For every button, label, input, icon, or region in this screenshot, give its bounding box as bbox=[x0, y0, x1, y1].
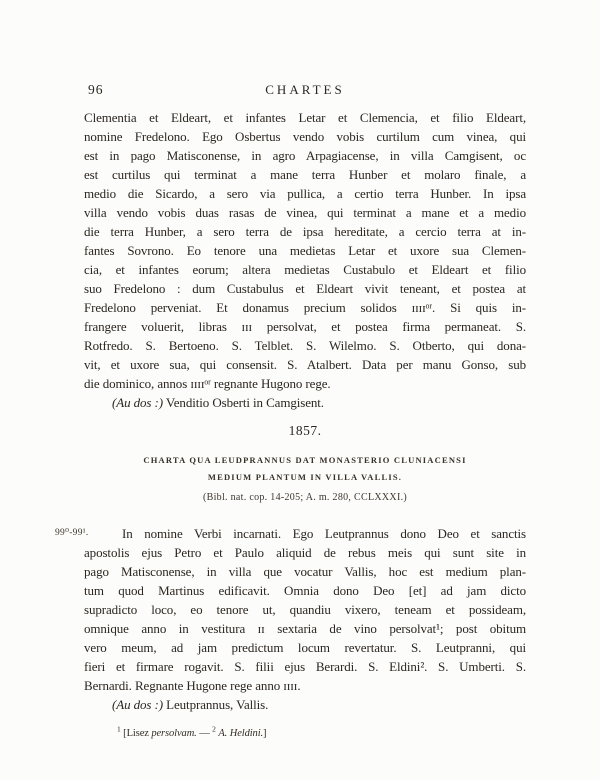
text-line: tum quod Martinus edificavit. Omnia dono Deo [et] ad jam dicto bbox=[84, 583, 526, 598]
au-dos-text: Venditio Osberti in Camgisent. bbox=[163, 395, 324, 410]
text-line: vero meum, ad jam predictum locum revertatur. S. Leutpranni, qui bbox=[84, 640, 526, 655]
text-line: supradicto loco, eo tenore ut, quandiu vixero, teneam et possideam, bbox=[84, 602, 526, 617]
text-line: est in pago Matisconense, in agro Arpagiacense, in villa Camgisent, oc bbox=[84, 148, 526, 163]
text-line: est curtilus qui terminat a mane terra Hunber et molaro finale, a bbox=[84, 167, 526, 182]
footnote-italic-2: A. Heldini. bbox=[218, 728, 264, 739]
running-title: CHARTES bbox=[265, 82, 345, 97]
footnote bbox=[84, 726, 526, 741]
charter-1856-body bbox=[84, 108, 526, 393]
charter-1857-body bbox=[84, 524, 526, 695]
text-line: Fredelono perveniat. Et donamus precium solidos ɪɪɪɪᵒʳ. Si quis in- bbox=[84, 300, 526, 315]
footnote-close: ] bbox=[263, 728, 267, 739]
text-line: die dominico, annos ɪɪɪɪᵒʳ regnante Hugono rege. bbox=[84, 376, 331, 391]
charter-title bbox=[84, 452, 526, 486]
text-line: villa vendo vobis duas rasas de vinea, qui terminat a mane et a medio bbox=[84, 205, 526, 220]
text-line: apostolis ejus Petro et Paulo aliquid de rebus meis qui sunt site in bbox=[84, 545, 526, 560]
footnote-marker-2: 2 bbox=[212, 724, 216, 734]
footnote-marker-1: 1 bbox=[117, 724, 121, 734]
text-line: die terra Hunber, a sero terra de ipsa hereditate, a cercio terra at in- bbox=[84, 224, 526, 239]
text-line: frangere voluerit, libras ɪɪɪ persolvat, et postea firma permaneat. S. bbox=[84, 319, 526, 334]
au-dos-label: (Au dos :) bbox=[112, 697, 163, 712]
charter-citation: (Bibl. nat. cop. 14-205; A. m. 280, CCLXXXI.) bbox=[202, 492, 408, 503]
footnote-dash: — bbox=[196, 728, 213, 739]
charter-1857-section bbox=[55, 524, 526, 695]
running-header bbox=[84, 82, 526, 101]
text-line: suo Fredelono : dum Custabulus et Eldeart vivit teneant, et postea at bbox=[84, 281, 526, 296]
au-dos-note-1856 bbox=[84, 393, 526, 412]
au-dos-note-1857 bbox=[84, 695, 526, 714]
charter-title-line1: CHARTA QUA LEUDPRANNUS DAT MONASTERIO CLUNIACENSI bbox=[143, 455, 467, 465]
text-line: omnique anno in vestitura ɪɪ sextaria de vino persolvat¹; post obitum bbox=[84, 621, 526, 636]
margin-date-note: 99⁰-99¹. bbox=[55, 528, 89, 538]
charter-number: 1857. bbox=[288, 423, 322, 438]
page-number: 96 bbox=[88, 82, 104, 97]
text-line: pago Matisconense, in villa que vocatur Vallis, hoc est medium plan- bbox=[84, 564, 526, 579]
footnote-italic-1: persolvam. bbox=[151, 728, 197, 739]
text-line: fieri et firmare rogavit. S. filii ejus Berardi. S. Eldini². S. Umberti. S. bbox=[84, 659, 526, 674]
text-line: Rotfredo. S. Bertoeno. S. Telblet. S. Wilelmo. S. Otberto, qui dona- bbox=[84, 338, 526, 353]
footnote-text: [Lisez bbox=[120, 728, 152, 739]
text-line: cia, et infantes eorum; altera medietas Custabulo et Eldeart et filio bbox=[84, 262, 526, 277]
charter-title-line2: MEDIUM PLANTUM IN VILLA VALLIS. bbox=[207, 472, 403, 482]
text-line: Clementia et Eldeart, et infantes Letar et Clemencia, et filio Eldeart, bbox=[84, 110, 526, 125]
text-line: fantes Sovrono. Eo tenore una medietas Letar et uxore sua Clemen- bbox=[84, 243, 526, 258]
au-dos-text: Leutprannus, Vallis. bbox=[163, 697, 269, 712]
text-line: medio die Sicardo, a sero via pullica, a certio terra Hunber. In ipsa bbox=[84, 186, 526, 201]
text-line: In nomine Verbi incarnati. Ego Leutprannus dono Deo et sanctis bbox=[122, 526, 526, 541]
text-line: nomine Fredelono. Ego Osbertus vendo vobis curtilum cum vinea, qui bbox=[84, 129, 526, 144]
text-line: Bernardi. Regnante Hugone rege anno ɪɪɪɪ. bbox=[84, 678, 301, 693]
au-dos-label: (Au dos :) bbox=[112, 395, 163, 410]
text-line: vit, et uxore sua, qui consensit. S. Atalbert. Data per manu Gonso, sub bbox=[84, 357, 526, 372]
text-block bbox=[55, 108, 526, 741]
